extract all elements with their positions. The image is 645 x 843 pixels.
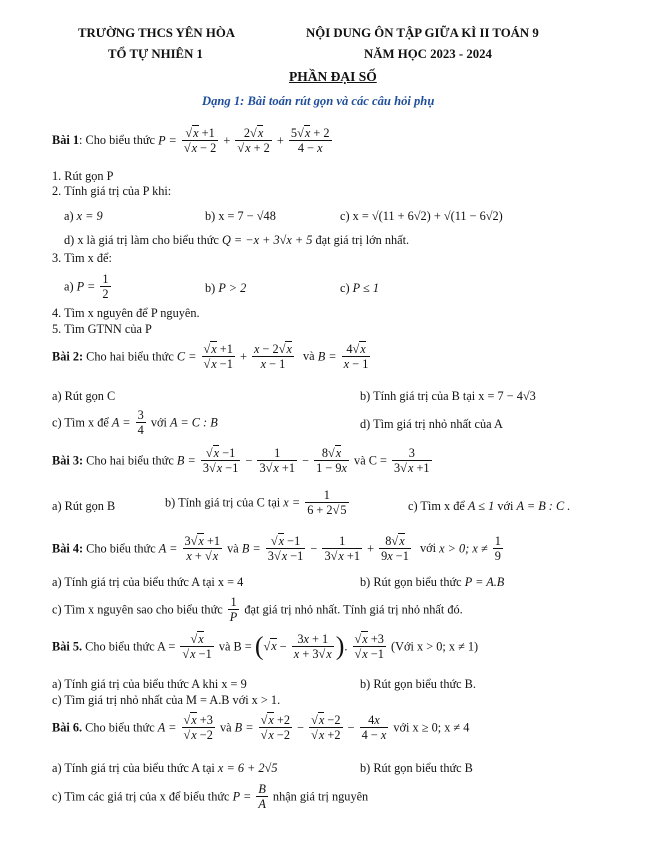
bai4-statement: Bài 4: Cho biểu thức A = $\frac{3√x +1}{x + √x}$ và B = $\frac{√x -1}{3√x -1}$ − $\frac{1}{3√x +1}$ + $\frac{8√x}{9x -1}$ với x > 0; x ≠ $\frac{1}{9}$	[52, 534, 501, 564]
bai1-q3: 3. Tìm x để:	[52, 251, 112, 265]
bai3-qb: b) Tính giá trị của C tại x = $\frac{1}{6 + 2√5}$	[165, 488, 347, 518]
section-title: PHẦN ĐẠI SỐ	[289, 69, 377, 84]
school-name: TRƯỜNG THCS YÊN HÒA	[78, 26, 236, 40]
bai3-statement: Bài 3: Cho hai biểu thức B = $\frac{√x -1}{3√x -1}$ − $\frac{1}{3√x +1}$ − $\frac{8√x}{1 - 9x}$ và C = $\frac{3}{3√x +1}$	[52, 446, 430, 476]
bai1-q2b: b) x = 7 − √48	[205, 209, 276, 223]
bai5-qa: a) Tính giá trị của biểu thức A khi x = 9	[52, 677, 247, 691]
bai1-q2a: a) x = 9	[64, 209, 103, 223]
bai1-term2: $\frac{2√x}{√x + 2}$	[237, 126, 270, 156]
bai1-statement: Bài 1: Cho biểu thức P = $\frac{√x +1}{√x - 2}$ + $\frac{2√x}{√x + 2}$ + $\frac{5√x + 2}{4 - x}$	[52, 126, 330, 156]
bai2-label: Bài 2:	[52, 349, 84, 364]
bai6-label: Bài 6.	[52, 720, 83, 735]
bai2-statement: Bài 2: Cho hai biểu thức C = $\frac{√x +1}{√x -1}$ + $\frac{x - 2√x}{x - 1}$ và B = $\frac{4√x}{x - 1}$	[52, 342, 369, 372]
section-subtitle: Dạng 1: Bài toán rút gọn và các câu hỏi phụ	[202, 94, 435, 108]
bai4-qc: c) Tìm x nguyên sao cho biểu thức $\frac{1}{P}$ đạt giá trị nhỏ nhất. Tính giá trị nhỏ nhất đó.	[52, 595, 463, 625]
bai3-label: Bài 3:	[52, 453, 84, 468]
bai5-qb: b) Rút gọn biểu thức B.	[360, 677, 476, 691]
bai6-statement: Bài 6. Cho biểu thức A = $\frac{√x +3}{√x -2}$ và B = $\frac{√x +2}{√x -2}$ − $\frac{√x -2}{√x +2}$ − $\frac{4x}{4 - x}$ với x ≥ 0; x ≠ 4	[52, 713, 470, 743]
bai5-label: Bài 5.	[52, 639, 83, 654]
bai1-q5: 5. Tìm GTNN của P	[52, 322, 152, 336]
bai1-q3b: b) P > 2	[205, 281, 247, 295]
bai4-label: Bài 4:	[52, 541, 84, 556]
bai5-qc: c) Tìm giá trị nhỏ nhất của M = A.B với x > 1.	[52, 693, 281, 707]
bai1-label: Bài 1	[52, 133, 79, 148]
bai5-statement: Bài 5. Cho biểu thức A = $\frac{√x}{√x -1}$ và B = (√x − $\frac{3x + 1}{x + 3√x}$ ). $\frac{√x +3}{√x -1}$ (Với x > 0; x ≠ 1)	[52, 631, 479, 662]
bai1-term3: $\frac{5√x + 2}{4 - x}$	[290, 126, 330, 156]
bai1-q1: 1. Rút gọn P	[52, 169, 114, 183]
bai1-q2: 2. Tính giá trị của P khi:	[52, 184, 172, 198]
bai1-q2c: c) x = √(11 + 6√2) + √(11 − 6√2)	[340, 209, 503, 223]
bai2-qc: c) Tìm x để A = $\frac{3}{4}$ với A = C : B	[52, 408, 218, 438]
bai2-qa: a) Rút gọn C	[52, 389, 116, 403]
bai3-qc: c) Tìm x để A ≤ 1 với A = B : C .	[408, 499, 571, 513]
bai1-q3a: a) P = $\frac{1}{2}$	[64, 272, 109, 302]
bai3-qa: a) Rút gọn B	[52, 499, 116, 513]
bai2-qd: d) Tìm giá trị nhỏ nhất của A	[360, 417, 503, 431]
department-name: TỔ TỰ NHIÊN 1	[108, 47, 203, 61]
bai4-qb: b) Rút gọn biểu thức P = A.B	[360, 575, 505, 589]
school-year: NĂM HỌC 2023 - 2024	[364, 47, 492, 61]
bai1-q3c: c) P ≤ 1	[340, 281, 379, 295]
bai1-term1: $\frac{√x +1}{√x - 2}$	[183, 126, 217, 156]
bai2-qb: b) Tính giá trị của B tại x = 7 − 4√3	[360, 389, 536, 403]
document-title: NỘI DUNG ÔN TẬP GIỮA KÌ II TOÁN 9	[306, 26, 539, 40]
bai1-q4: 4. Tìm x nguyên để P nguyên.	[52, 306, 200, 320]
bai6-qc: c) Tìm các giá trị của x để biểu thức P = $\frac{B}{A}$ nhận giá trị nguyên	[52, 782, 369, 812]
bai6-qb: b) Rút gọn biểu thức B	[360, 761, 473, 775]
bai4-qa: a) Tính giá trị của biểu thức A tại x = 4	[52, 575, 244, 589]
bai1-q2d: d) x là giá trị làm cho biểu thức Q = −x + 3√x + 5 đạt giá trị lớn nhất.	[64, 233, 410, 247]
bai6-qa: a) Tính giá trị của biểu thức A tại x = 6 + 2√5	[52, 761, 278, 775]
